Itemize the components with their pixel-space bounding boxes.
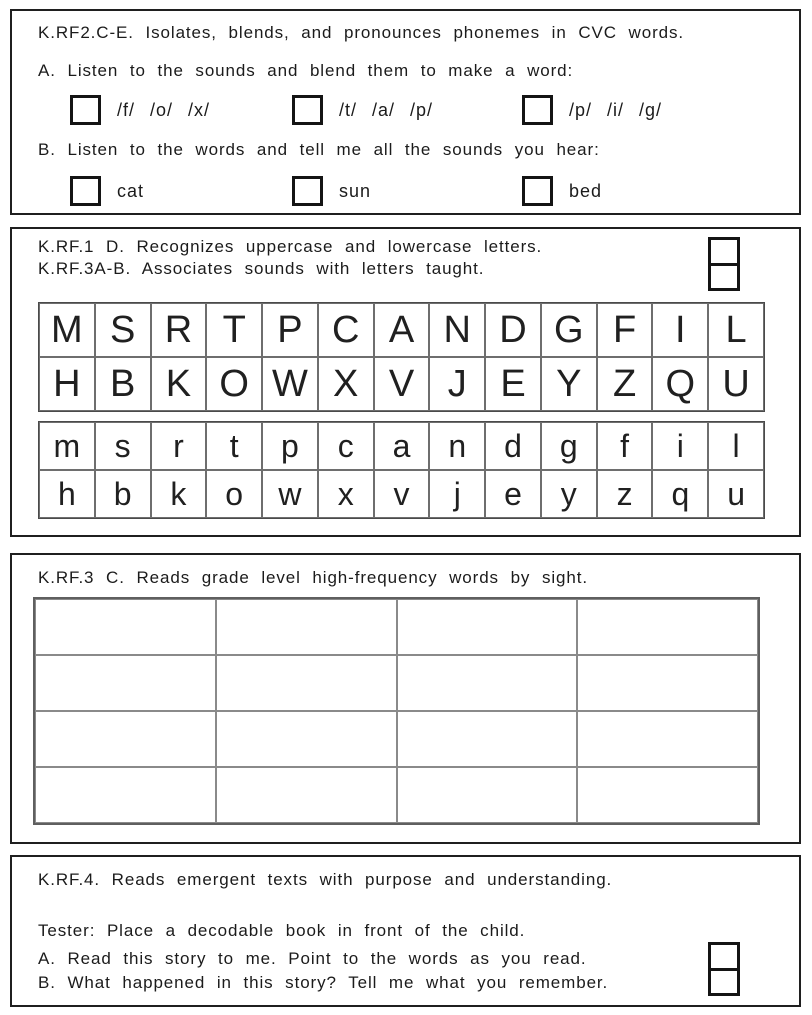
letter-cell: X <box>318 357 374 411</box>
section4-prompt-b: B. What happened in this story? Tell me what you remember. <box>38 973 609 992</box>
letter-cell: n <box>429 422 485 470</box>
letter-cell: E <box>485 357 541 411</box>
letter-cell: t <box>206 422 262 470</box>
section4-tester-note: Tester: Place a decodable book in front of the child. <box>38 921 526 940</box>
section-letter-recognition <box>10 227 801 537</box>
letter-cell: d <box>485 422 541 470</box>
letter-cell: P <box>262 303 318 357</box>
letter-cell: s <box>95 422 151 470</box>
section1-title: K.RF2.C-E. Isolates, blends, and pronounces phonemes in CVC words. <box>38 23 685 42</box>
word-cell[interactable] <box>397 599 578 655</box>
checkbox[interactable] <box>292 95 323 125</box>
letter-cell: V <box>374 357 430 411</box>
letter-cell: i <box>652 422 708 470</box>
letter-cell: D <box>485 303 541 357</box>
section-sight-words <box>10 553 801 844</box>
section-phoneme-cvc <box>10 9 801 215</box>
word-cell[interactable] <box>577 655 758 711</box>
letter-cell: H <box>39 357 95 411</box>
letter-cell: y <box>541 470 597 518</box>
check-item <box>522 176 602 206</box>
word-cell[interactable] <box>397 767 578 823</box>
letter-cell: a <box>374 422 430 470</box>
score-box <box>708 942 740 996</box>
segment-checklist <box>12 176 799 208</box>
checkbox[interactable] <box>292 176 323 206</box>
letter-cell: I <box>652 303 708 357</box>
letter-cell: Z <box>597 357 653 411</box>
letter-cell: T <box>206 303 262 357</box>
letter-cell: W <box>262 357 318 411</box>
letter-cell: q <box>652 470 708 518</box>
letter-cell: R <box>151 303 207 357</box>
checkbox-label: /f/ /o/ /x/ <box>117 99 211 120</box>
lowercase-letter-grid <box>38 421 765 519</box>
section2-title-line1: K.RF.1 D. Recognizes uppercase and lowercase letters. <box>38 237 543 256</box>
blend-checklist <box>12 95 799 127</box>
word-cell[interactable] <box>577 599 758 655</box>
section4-title: K.RF.4. Reads emergent texts with purpose and understanding. <box>38 870 613 889</box>
checkbox-label: /t/ /a/ /p/ <box>339 99 434 120</box>
section4-prompt-a: A. Read this story to me. Point to the words as you read. <box>38 949 587 968</box>
letter-cell: r <box>151 422 207 470</box>
letter-cell: F <box>597 303 653 357</box>
letter-cell: C <box>318 303 374 357</box>
letter-cell: K <box>151 357 207 411</box>
letter-cell: m <box>39 422 95 470</box>
word-cell[interactable] <box>577 767 758 823</box>
word-cell[interactable] <box>397 711 578 767</box>
letter-cell: J <box>429 357 485 411</box>
letter-cell: B <box>95 357 151 411</box>
checkbox-label: /p/ /i/ /g/ <box>569 99 663 120</box>
letter-cell: M <box>39 303 95 357</box>
word-cell[interactable] <box>216 655 397 711</box>
letter-cell: w <box>262 470 318 518</box>
word-cell[interactable] <box>35 711 216 767</box>
sight-word-table <box>33 597 760 825</box>
letter-cell: c <box>318 422 374 470</box>
checkbox[interactable] <box>522 176 553 206</box>
letter-cell: h <box>39 470 95 518</box>
checkbox-label: bed <box>569 180 603 201</box>
section3-title: K.RF.3 C. Reads grade level high-frequency words by sight. <box>38 568 588 587</box>
word-cell[interactable] <box>35 599 216 655</box>
letter-cell: f <box>597 422 653 470</box>
score-cell-bottom[interactable] <box>711 266 737 289</box>
word-cell[interactable] <box>216 711 397 767</box>
letter-cell: L <box>708 303 764 357</box>
uppercase-letter-grid <box>38 302 765 412</box>
letter-cell: v <box>374 470 430 518</box>
letter-cell: A <box>374 303 430 357</box>
checkbox-label: cat <box>117 180 145 201</box>
letter-cell: g <box>541 422 597 470</box>
section2-title-line2: K.RF.3A-B. Associates sounds with letters taught. <box>38 259 485 278</box>
checkbox[interactable] <box>70 176 101 206</box>
score-cell-bottom[interactable] <box>711 971 737 994</box>
check-item <box>292 176 371 206</box>
word-cell[interactable] <box>35 767 216 823</box>
letter-cell: G <box>541 303 597 357</box>
letter-cell: l <box>708 422 764 470</box>
letter-cell: b <box>95 470 151 518</box>
word-cell[interactable] <box>35 655 216 711</box>
letter-cell: O <box>206 357 262 411</box>
letter-cell: p <box>262 422 318 470</box>
letter-cell: U <box>708 357 764 411</box>
word-cell[interactable] <box>397 655 578 711</box>
letter-cell: u <box>708 470 764 518</box>
check-item <box>522 95 662 125</box>
checkbox[interactable] <box>70 95 101 125</box>
check-item <box>70 95 210 125</box>
checkbox-label: sun <box>339 180 372 201</box>
letter-cell: N <box>429 303 485 357</box>
letter-cell: Y <box>541 357 597 411</box>
letter-cell: Q <box>652 357 708 411</box>
word-cell[interactable] <box>216 599 397 655</box>
check-item <box>292 95 433 125</box>
letter-cell: k <box>151 470 207 518</box>
score-box <box>708 237 740 291</box>
checkbox[interactable] <box>522 95 553 125</box>
letter-cell: S <box>95 303 151 357</box>
word-cell[interactable] <box>577 711 758 767</box>
letter-cell: o <box>206 470 262 518</box>
score-cell-top[interactable] <box>711 945 737 971</box>
section1-prompt-b: B. Listen to the words and tell me all the sounds you hear: <box>38 140 600 159</box>
word-cell[interactable] <box>216 767 397 823</box>
letter-cell: z <box>597 470 653 518</box>
section1-prompt-a: A. Listen to the sounds and blend them to make a word: <box>38 61 574 80</box>
section-emergent-reading <box>10 855 801 1007</box>
letter-cell: e <box>485 470 541 518</box>
score-cell-top[interactable] <box>711 240 737 266</box>
letter-cell: x <box>318 470 374 518</box>
letter-cell: j <box>429 470 485 518</box>
check-item <box>70 176 144 206</box>
